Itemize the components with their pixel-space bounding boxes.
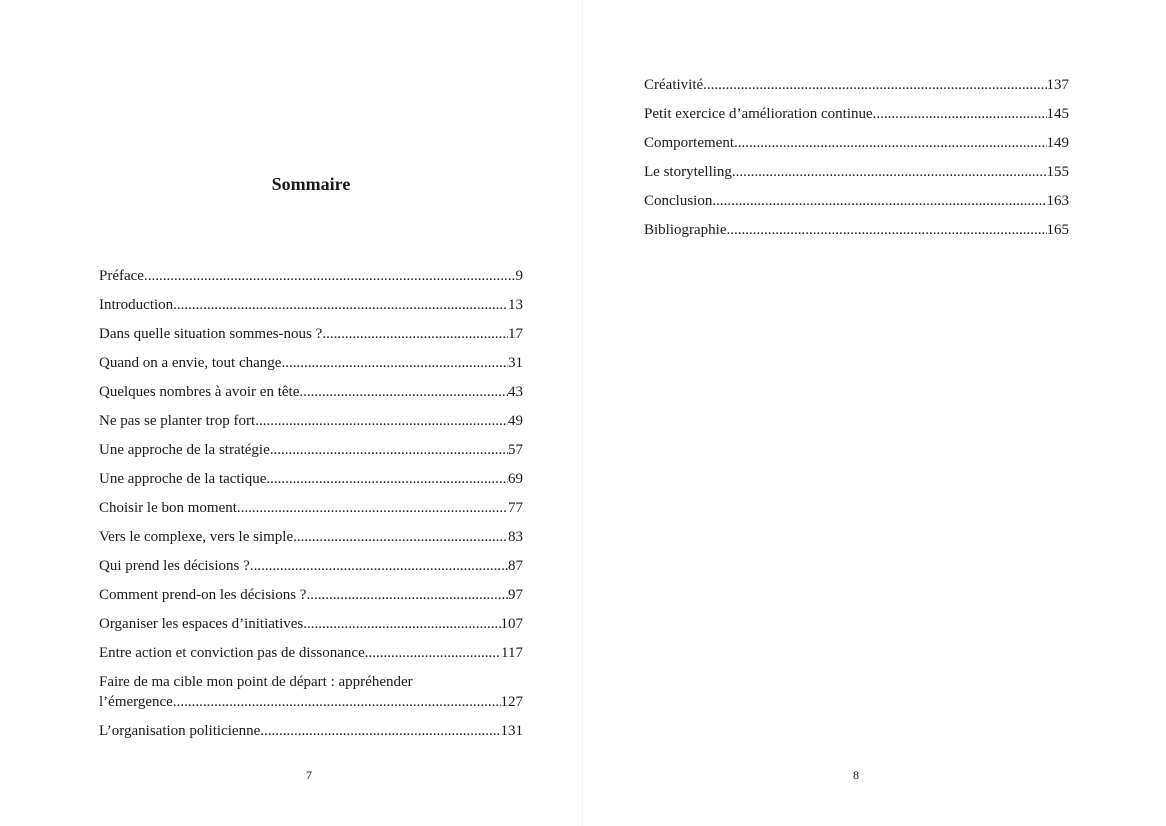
page-title: Sommaire (271, 174, 351, 195)
toc-entry-page: 57 (508, 442, 523, 458)
toc-entry-page: 107 (500, 616, 523, 632)
toc-entry[interactable] (644, 75, 1069, 95)
dot-leader (732, 162, 1047, 182)
toc-entry-page: 131 (500, 723, 523, 739)
toc-entry[interactable] (99, 353, 523, 373)
toc-entry[interactable] (644, 104, 1069, 124)
toc-entry-title: Petit exercice d’amélioration continue (644, 106, 873, 122)
dot-leader (173, 692, 501, 712)
toc-entry-title: Conclusion (644, 193, 713, 209)
dot-leader (250, 556, 508, 576)
page-number: 8 (853, 768, 859, 782)
toc-entry-title: Ne pas se planter trop fort (99, 413, 256, 429)
toc-entry-page: 69 (508, 471, 523, 487)
toc-entry-page: 165 (1046, 222, 1069, 238)
table-of-contents-right (644, 75, 1069, 249)
toc-entry[interactable] (99, 721, 523, 741)
toc-entry-title: Comment prend-on les décisions ? (99, 587, 307, 603)
right-page (583, 0, 1166, 826)
toc-entry[interactable] (99, 643, 523, 663)
toc-entry[interactable] (99, 324, 523, 344)
dot-leader (306, 585, 508, 605)
toc-entry[interactable] (99, 266, 523, 286)
dot-leader (703, 75, 1046, 95)
toc-entry-page: 87 (508, 558, 523, 574)
dot-leader (144, 266, 516, 286)
toc-entry-title: L’organisation politicienne (99, 723, 261, 739)
toc-entry-page: 9 (515, 268, 523, 284)
toc-entry-page: 97 (508, 587, 523, 603)
toc-entry[interactable] (644, 162, 1069, 182)
toc-entry[interactable] (99, 469, 523, 489)
toc-entry-title: Une approche de la tactique (99, 471, 267, 487)
dot-leader (303, 614, 500, 634)
dot-leader (299, 382, 508, 402)
toc-entry-page: 155 (1046, 164, 1069, 180)
dot-leader (255, 411, 508, 431)
toc-entry[interactable] (99, 411, 523, 431)
dot-leader (270, 440, 508, 460)
toc-entry-page: 163 (1046, 193, 1069, 209)
toc-entry-page: 17 (508, 326, 523, 342)
toc-entry-title: Comportement (644, 135, 734, 151)
dot-leader (734, 133, 1047, 153)
toc-entry[interactable] (99, 440, 523, 460)
toc-entry[interactable] (99, 382, 523, 402)
toc-entry-title: Quand on a envie, tout change (99, 355, 282, 371)
dot-leader (173, 295, 508, 315)
toc-entry-title: Quelques nombres à avoir en tête (99, 384, 300, 400)
dot-leader (293, 527, 508, 547)
toc-entry-title: Créativité (644, 77, 704, 93)
toc-entry[interactable] (99, 585, 523, 605)
toc-entry-page: 31 (508, 355, 523, 371)
toc-entry[interactable] (99, 295, 523, 315)
toc-entry[interactable] (644, 191, 1069, 211)
toc-entry-page: 77 (508, 500, 523, 516)
toc-entry-title: Qui prend les décisions ? (99, 558, 250, 574)
toc-entry[interactable] (99, 527, 523, 547)
toc-entry-title: Vers le complexe, vers le simple (99, 529, 294, 545)
dot-leader (365, 643, 501, 663)
dot-leader (260, 721, 500, 741)
toc-entry-title: Choisir le bon moment (99, 500, 237, 516)
toc-entry-title: Organiser les espaces d’initiatives (99, 616, 304, 632)
toc-entry-title: Préface (99, 268, 144, 284)
toc-entry-page: 145 (1046, 106, 1069, 122)
toc-entry-page: 49 (508, 413, 523, 429)
toc-entry-title: l’émergence (99, 694, 173, 710)
toc-entry-title: Dans quelle situation sommes-nous ? (99, 326, 323, 342)
toc-entry-page: 43 (508, 384, 523, 400)
toc-entry-page: 137 (1046, 77, 1069, 93)
toc-entry-page: 13 (508, 297, 523, 313)
dot-leader (727, 220, 1047, 240)
dot-leader (322, 324, 508, 344)
dot-leader (281, 353, 508, 373)
toc-entry-title: Une approche de la stratégie (99, 442, 270, 458)
toc-entry-title: Bibliographie (644, 222, 727, 238)
toc-entry-title-line1: Faire de ma cible mon point de départ : appréhender (99, 674, 413, 690)
toc-entry-page: 127 (500, 694, 523, 710)
dot-leader (873, 104, 1047, 124)
toc-entry[interactable] (644, 133, 1069, 153)
table-of-contents-left (99, 266, 523, 750)
dot-leader (266, 469, 508, 489)
toc-entry-title: Le storytelling (644, 164, 732, 180)
toc-entry[interactable] (644, 220, 1069, 240)
toc-entry[interactable] (99, 498, 523, 518)
toc-entry[interactable] (99, 556, 523, 576)
toc-entry-page: 149 (1046, 135, 1069, 151)
toc-entry-page: 83 (508, 529, 523, 545)
toc-entry-title: Entre action et conviction pas de dissonance (99, 645, 365, 661)
dot-leader (712, 191, 1046, 211)
dot-leader (237, 498, 508, 518)
toc-entry[interactable] (99, 672, 523, 712)
toc-entry-page: 117 (501, 645, 523, 661)
page-number: 7 (306, 768, 312, 782)
toc-entry-title: Introduction (99, 297, 174, 313)
toc-entry[interactable] (99, 614, 523, 634)
